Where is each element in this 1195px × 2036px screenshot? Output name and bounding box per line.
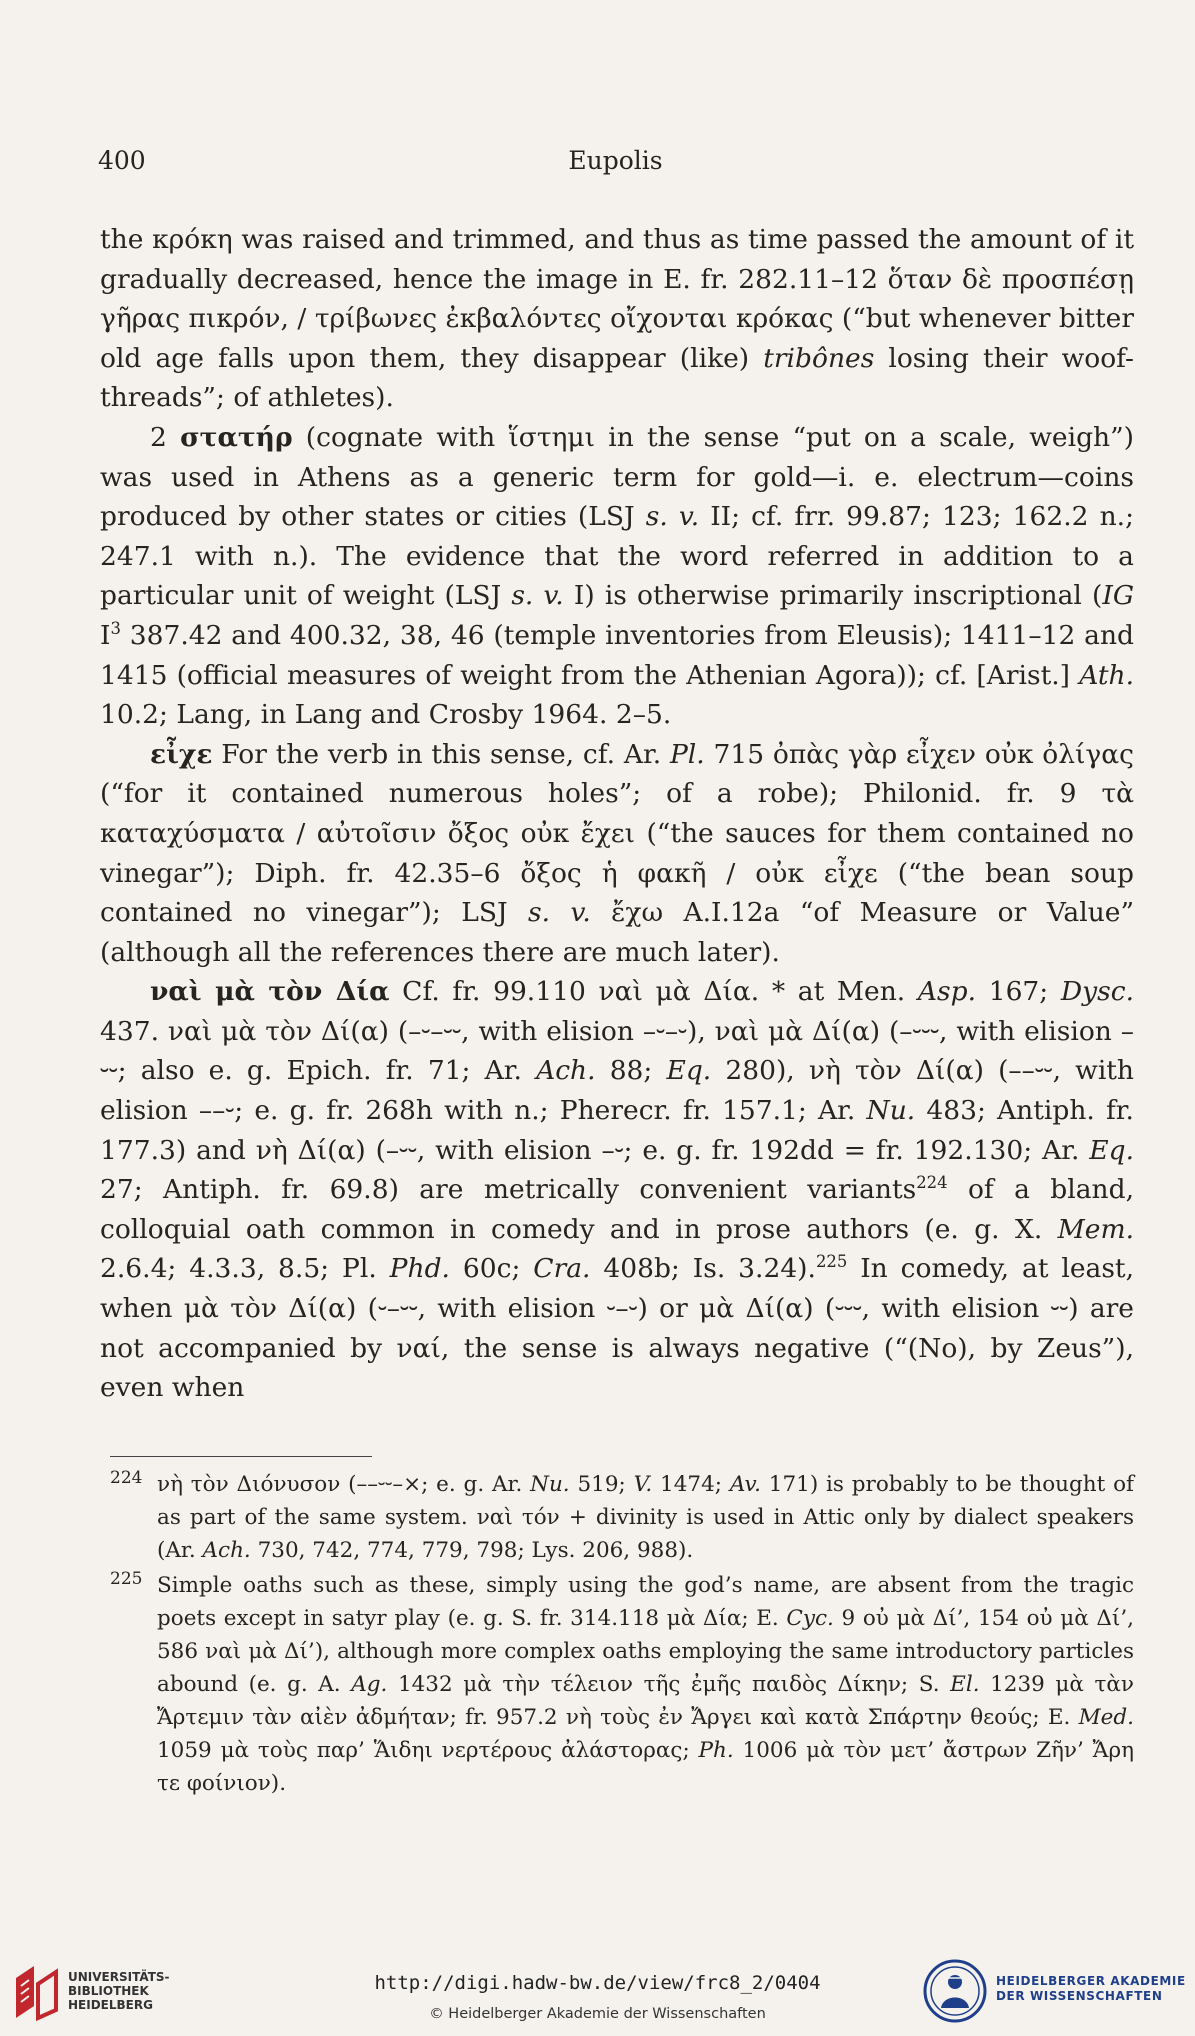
footnote-ref-224: 224 (916, 1173, 948, 1193)
footnote-divider (110, 1456, 372, 1457)
ub-heidelberg-wordmark: UNIVERSITÄTS- BIBLIOTHEK HEIDELBERG (68, 1970, 170, 2012)
footnote-number: 225 (110, 1569, 143, 1589)
footnote-225: 225 Simple oaths such as these, simply using the god’s name, are absent from the tragic poets except in satyr play (e. g. S. fr. 314.118 μὰ Δία; E. Cyc. 9 οὐ μὰ Δί’, 154 οὐ μὰ Δί’, 586 ναὶ μὰ Δί’), although more complex oaths employing the same introductory particles abound (e. g. A. Ag. 1432 μὰ τὴν τέλειον τῆς ἐμῆς παιδὸς Δίκην; S. El. 1239 μὰ τὰν Ἄρτεμιν τὰν αἰὲν ἀδμήταν; fr. 957.2 νὴ τοὺς ἐν Ἄργει καὶ κατὰ Σπάρτην θεούς; E. Med. 1059 μὰ τοὺς παρ’ Ἅιδηι νερτέρους ἀλάστορας; Ph. 1006 μὰ τὸν μετ’ ἄστρων Ζῆν’ Ἄρη τε φοίνιον). (110, 1569, 1134, 1800)
page-header (98, 146, 1133, 182)
paragraph-stater: 2 στατήρ (cognate with ἵστημι in the sense “put on a scale, weigh”) was used in Athens as a generic term for gold—i. e. electrum—coins produced by other states or cities (LSJ s. v. II; cf. frr. 99.87; 123; 162.2 n.; 247.1 with n.). The evidence that the word referred in addition to a particular unit of weight (LSJ s. v. I) is otherwise primarily inscriptional (IG $I^3$ 387.42 and 400.32, 38, 46 (temple inventories from Eleusis); 1411–12 and 1415 (official measures of weight from the Athenian Agora)); cf. [Arist.] Ath. 10.2; Lang, in Lang and Crosby 1964. 2–5. (100, 421, 1135, 731)
lemma-stater: στατήρ (180, 421, 293, 453)
page-number: 400 (98, 146, 146, 175)
footnote-224: 224 νὴ τὸν Διόνυσον (––⏑⏑–×; e. g. Ar. Nu. 519; V. 1474; Av. 171) is probably to be thought of as part of the same system. ναὶ τόν + divinity is used in Attic only by dialect speakers (Ar. Ach. 730, 742, 774, 779, 798; Lys. 206, 988). (110, 1468, 1134, 1567)
footnote-ref-225: 225 (815, 1252, 848, 1272)
footnotes (110, 1468, 1134, 1802)
permalink[interactable]: http://digi.hadw-bw.de/view/frc8_2/0404 (374, 1972, 821, 1994)
digitization-footer (0, 1952, 1195, 2036)
paragraph-kroke: the κρόκη was raised and trimmed, and thus as time passed the amount of it gradually decreased, hence the image in E. fr. 282.11–12 ὅταν δὲ προσπέσῃ γῆρας πικρόν, / τρίβωνες ἐκβαλόντες οἴχονται κρόκας (“but whenever bitter old age falls upon them, they disappear (like) tribônes losing their woof-threads”; of athletes). (100, 224, 1134, 414)
copyright-notice: © Heidelberger Akademie der Wissenschaften (429, 2006, 766, 2022)
main-text (100, 220, 1134, 1408)
hadw-wordmark: HEIDELBERGER AKADEMIE DER WISSENSCHAFTEN (996, 1974, 1186, 2003)
lemma-eiche: εἶχε (150, 738, 213, 770)
paragraph-eiche: εἶχε For the verb in this sense, cf. Ar. Pl. 715 ὀπὰς γὰρ εἶχεν οὐκ ὀλίγας (“for it contained numerous holes”; of a robe); Philonid. fr. 9 τὰ καταχύσματα / αὐτοῖσιν ὄξος οὐκ ἔχει (“the sauces for them contained no vinegar”); Diph. fr. 42.35–6 ὄξος ἡ φακῆ / οὐκ εἶχε (“the bean soup contained no vinegar”); LSJ s. v. ἔχω A.I.12a “of Measure or Value” (although all the references there are much later). (100, 738, 1134, 968)
lemma-nai-ma-ton-dia: ναὶ μὰ τὸν Δία (150, 976, 390, 1008)
paragraph-nai-ma-ton-dia: ναὶ μὰ τὸν Δία Cf. fr. 99.110 ναὶ μὰ Δία. * at Men. Asp. 167; Dysc. 437. ναὶ μὰ τὸν Δί(α) (–⏑–⏑⏑, with elision –⏑–⏑), ναὶ μὰ Δί(α) (–⏑⏑⏑, with elision –⏑⏑; also e. g. Epich. fr. 71; Ar. Ach. 88; Eq. 280), νὴ τὸν Δί(α) (––⏑⏑, with elision ––⏑; e. g. fr. 268h with n.; Pherecr. fr. 157.1; Ar. Nu. 483; Antiph. fr. 177.3) and νὴ Δί(α) (–⏑⏑, with elision –⏑; e. g. fr. 192dd = fr. 192.130; Ar. Eq. 27; Antiph. fr. 69.8) are metrically convenient variants$^{224}$ of a bland, colloquial oath common in comedy and in prose authors (e. g. X. Mem. 2.6.4; 4.3.3, 8.5; Pl. Phd. 60c; Cra. 408b; Is. 3.24).$^{225}$ In comedy, at least, when μὰ τὸν Δί(α) (⏑–⏑⏑, with elision ⏑–⏑) or μὰ Δί(α) (⏑⏑⏑, with elision ⏑⏑) are not accompanied by ναί, the sense is always negative (“(No), by Zeus”), even when (100, 976, 1135, 1404)
hadw-seal-icon (922, 1958, 988, 2024)
footnote-number: 224 (110, 1468, 143, 1488)
running-title: Eupolis (568, 146, 663, 175)
